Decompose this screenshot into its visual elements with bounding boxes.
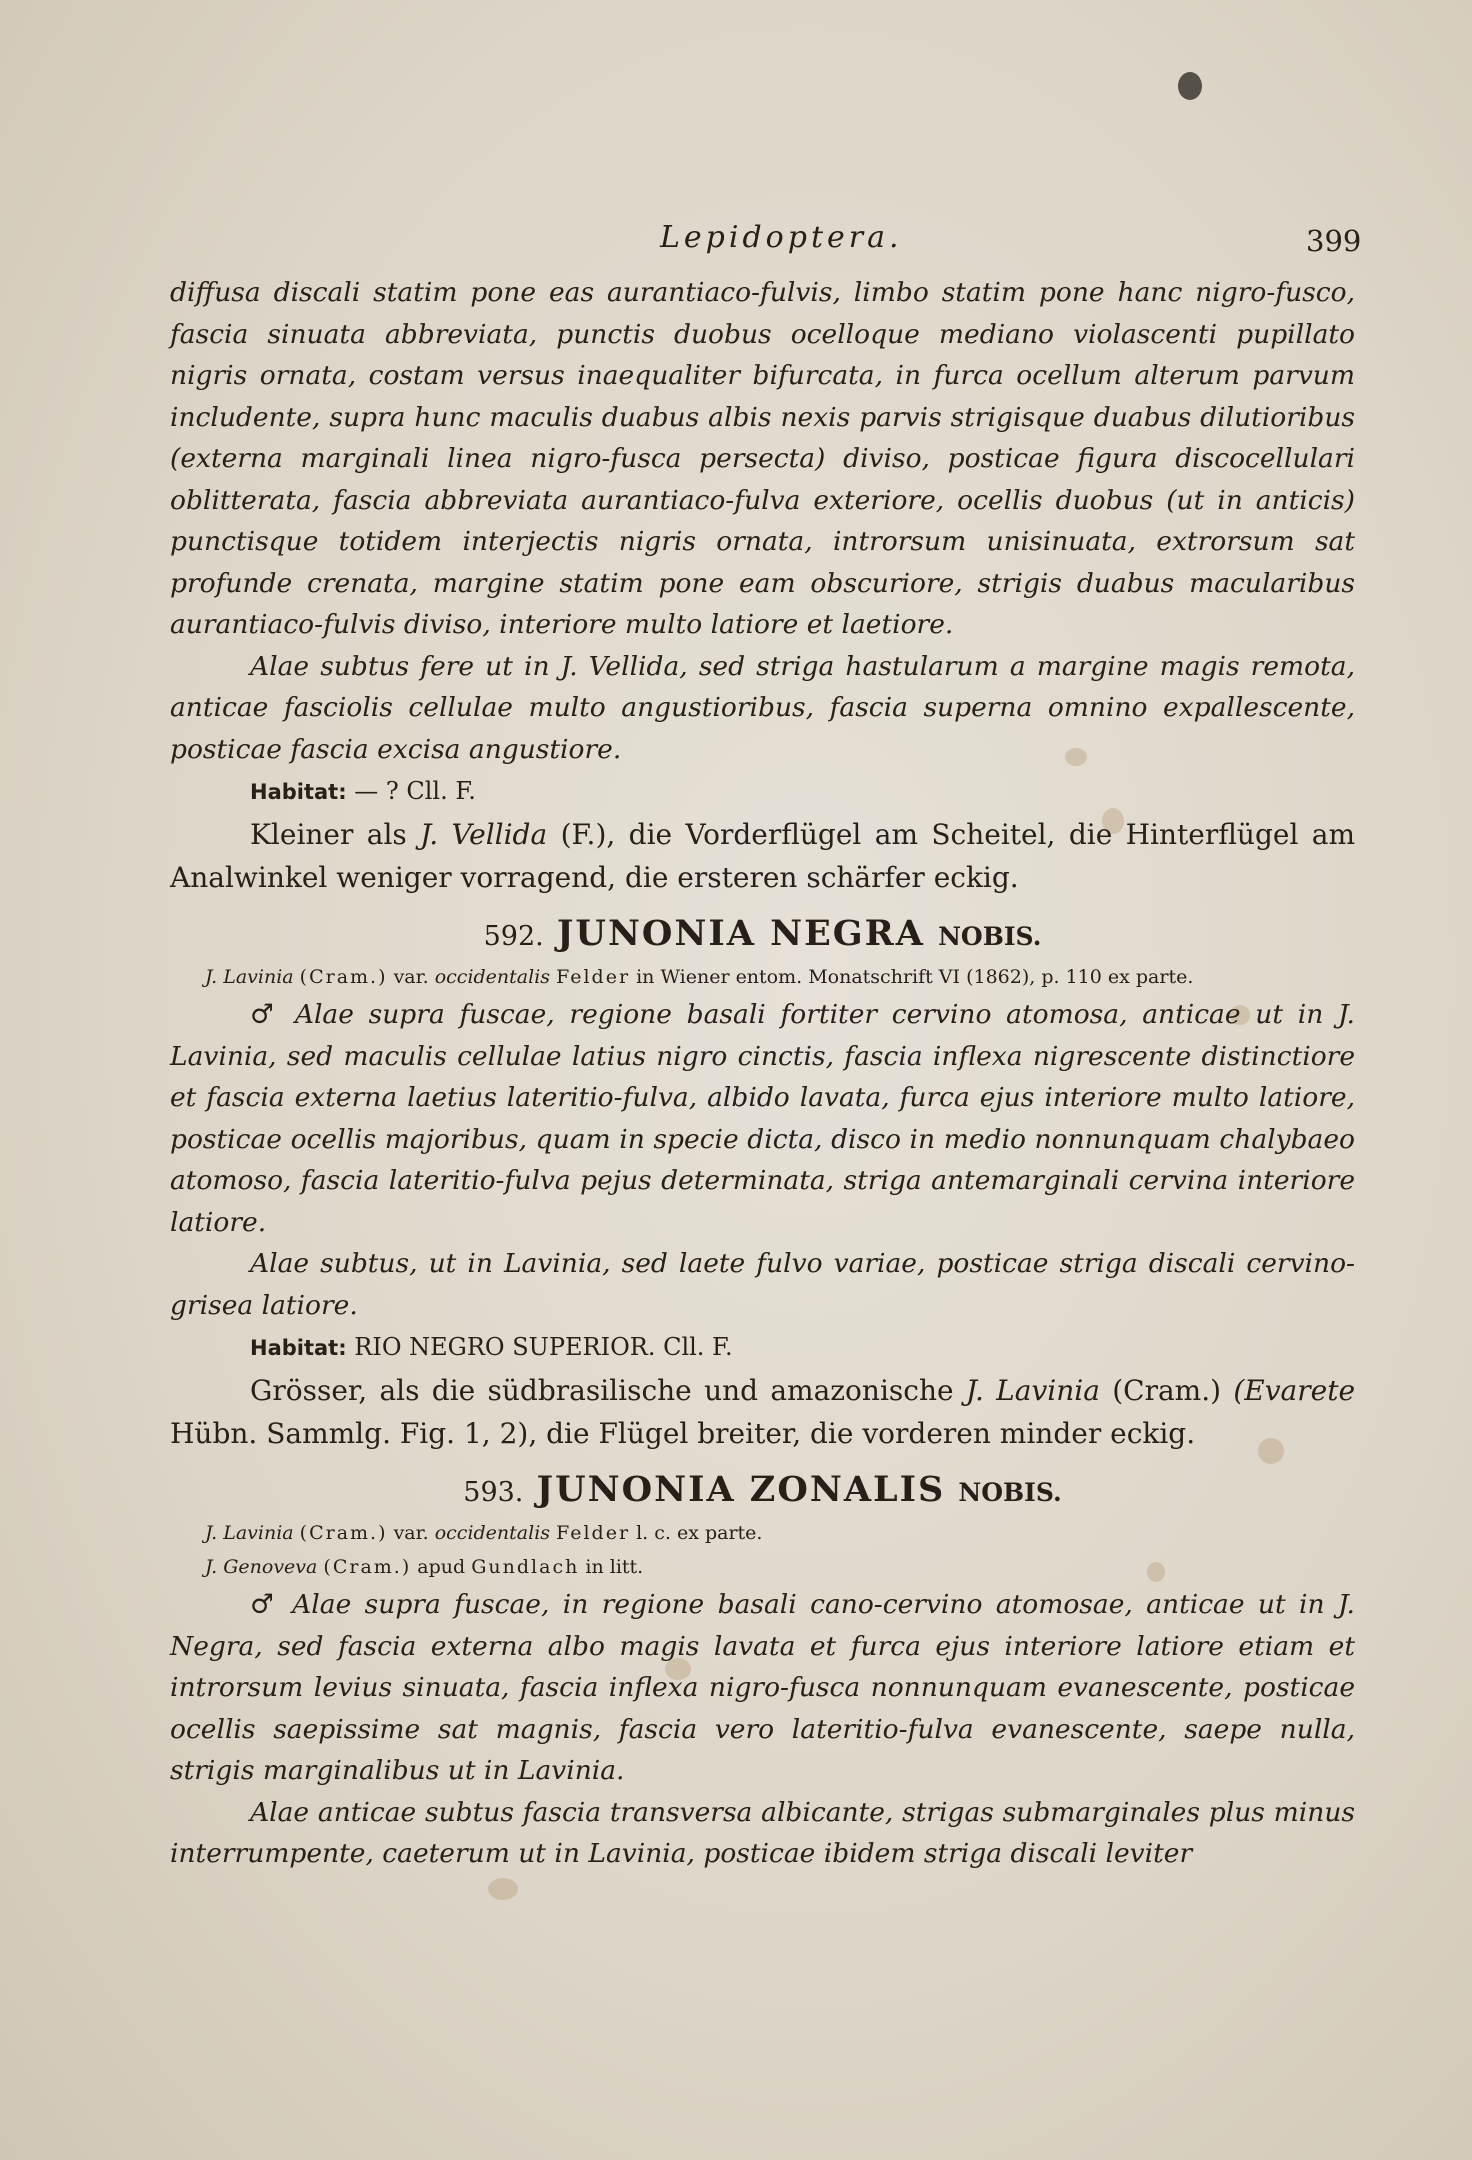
german-text: (Cram.)	[1112, 1374, 1222, 1407]
species-author: NOBIS.	[958, 1478, 1062, 1507]
species-heading-592	[170, 913, 1355, 954]
synonym-line	[205, 960, 1355, 994]
synonym-var: var.	[393, 966, 429, 988]
german-text: Kleiner als	[250, 818, 407, 851]
habitat-label: Habitat:	[250, 1336, 347, 1360]
reference-text: in litt.	[585, 1556, 644, 1578]
synonym-name: J. Genoveva	[205, 1556, 318, 1578]
male-symbol-icon: ♂	[250, 999, 281, 1030]
male-symbol-icon: ♂	[250, 1589, 279, 1620]
habitat-value: RIO NEGRO SUPERIOR. Cll. F.	[354, 1333, 733, 1361]
foxing-stain	[488, 1878, 518, 1900]
latin-description-continued: diffusa discali statim pone eas aurantiaco-fulvis, limbo statim pone hanc nigro-fusco, fascia sinuata abbreviata, punctis duobus ocelloque mediano violascenti pupillato nigris ornata, costam versus inaequaliter bifurcata, in furca ocellum alterum parvum includente, supra hunc maculis duabus albis nexis parvis strigisque duabus dilutioribus (externa marginali linea nigro-fusca persecta) diviso, posticae figura discocellulari oblitterata, fascia abbreviata aurantiaco-fulva exteriore, ocellis duobus (ut in anticis) punctisque totidem interjectis nigris ornata, introrsum unisinuata, extrorsum sat profunde crenata, margine statim pone eam obscuriore, strigis duabus macularibus aurantiaco-fulvis diviso, interiore multo latiore et laetiore.	[170, 277, 1355, 640]
habitat-line	[250, 1328, 1355, 1367]
running-title: Lepidoptera.	[660, 220, 903, 255]
synonym-var: var.	[393, 1522, 429, 1544]
reference-author: Felder	[556, 1522, 631, 1544]
reference-text: in Wiener entom. Monatschrift VI (1862), p. 110 ex parte.	[636, 966, 1194, 988]
ink-speck	[1178, 72, 1202, 100]
synonym-author: (Cram.)	[299, 1522, 388, 1544]
habitat-label: Habitat:	[250, 780, 347, 804]
reference-text: l. c. ex parte.	[636, 1522, 763, 1544]
german-text: Grösser, als die südbrasilische und amazonische	[250, 1374, 954, 1407]
synonym-varname: occidentalis	[434, 966, 551, 988]
habitat-value: — ? Cll. F.	[354, 777, 476, 805]
running-head	[0, 220, 1472, 264]
synonym-line	[205, 1516, 1355, 1550]
species-author: NOBIS.	[938, 922, 1042, 951]
synonym-name: J. Lavinia	[205, 966, 294, 988]
species-name: JUNONIA ZONALIS	[536, 1469, 946, 1510]
synonym-line	[205, 1550, 1355, 1584]
species-name-inline: J. Vellida	[420, 818, 548, 851]
synonym-author: (Cram.)	[323, 1556, 412, 1578]
latin-underside-description: Alae subtus fere ut in J. Vellida, sed striga hastularum a margine magis remota, anticae fasciolis cellulae multo angustioribus, fascia superna omnino expallescente, posticae fascia excisa angustiore.	[170, 650, 1355, 765]
species-number: 592.	[483, 921, 544, 952]
description-text: Alae supra fuscae, regione basali fortiter cervino atomosa, anticae ut in J. Lavinia, sed maculis cellulae latius nigro cinctis, fascia inflexa nigrescente distinctiore et fascia externa laetius lateritio-fulva, albido lavata, furca ejus interiore multo latiore, posticae ocellis majoribus, quam in specie dicta, disco in medio nonnunquam chalybaeo atomoso, fascia lateritio-fulva pejus determinata, striga antemarginali cervina interiore latiore.	[170, 999, 1355, 1238]
german-note	[170, 813, 1355, 899]
description-text: Alae supra fuscae, in regione basali cano-cervino atomosae, anticae ut in J. Negra, sed fascia externa albo magis lavata et furca ejus interiore latiore etiam et introrsum levius sinuata, fascia inflexa nigro-fusca nonnunquam evanescente, posticae ocellis saepissime sat magnis, fascia vero lateritio-fulva evanescente, saepe nulla, strigis marginalibus ut in Lavinia.	[170, 1589, 1355, 1786]
page-number: 399	[1306, 224, 1362, 258]
species-heading-593	[170, 1469, 1355, 1510]
latin-upperside-description	[170, 1584, 1355, 1792]
reference-author: Felder	[556, 966, 631, 988]
reference-author: Gundlach	[471, 1556, 580, 1578]
habitat-line	[250, 772, 1355, 811]
latin-upperside-description	[170, 994, 1355, 1243]
latin-underside-description: Alae anticae subtus fascia transversa albicante, strigas submarginales plus minus interrumpente, caeterum ut in Lavinia, posticae ibidem striga discali leviter	[170, 1796, 1355, 1869]
synonym-apud: apud	[417, 1556, 466, 1578]
latin-underside-description: Alae subtus, ut in Lavinia, sed laete fulvo variae, posticae striga discali cervino-grisea latiore.	[170, 1248, 1355, 1321]
german-note	[170, 1369, 1355, 1455]
synonym-author: (Cram.)	[299, 966, 388, 988]
german-text: Hübn. Sammlg. Fig. 1, 2), die Flügel breiter, die vorderen minder eckig.	[170, 1417, 1196, 1450]
species-name: JUNONIA NEGRA	[556, 913, 925, 954]
synonym-varname: occidentalis	[434, 1522, 551, 1544]
page-body	[170, 272, 1355, 1875]
species-name-inline: J. Lavinia	[965, 1374, 1100, 1407]
species-number: 593.	[463, 1477, 524, 1508]
synonym-name: J. Lavinia	[205, 1522, 294, 1544]
species-name-inline: (Evarete	[1233, 1374, 1356, 1407]
german-text: (F.), die Vorderflügel am Scheitel, die Hinterflügel am Analwinkel weniger vorragend, die ersteren schärfer eckig.	[170, 818, 1356, 894]
